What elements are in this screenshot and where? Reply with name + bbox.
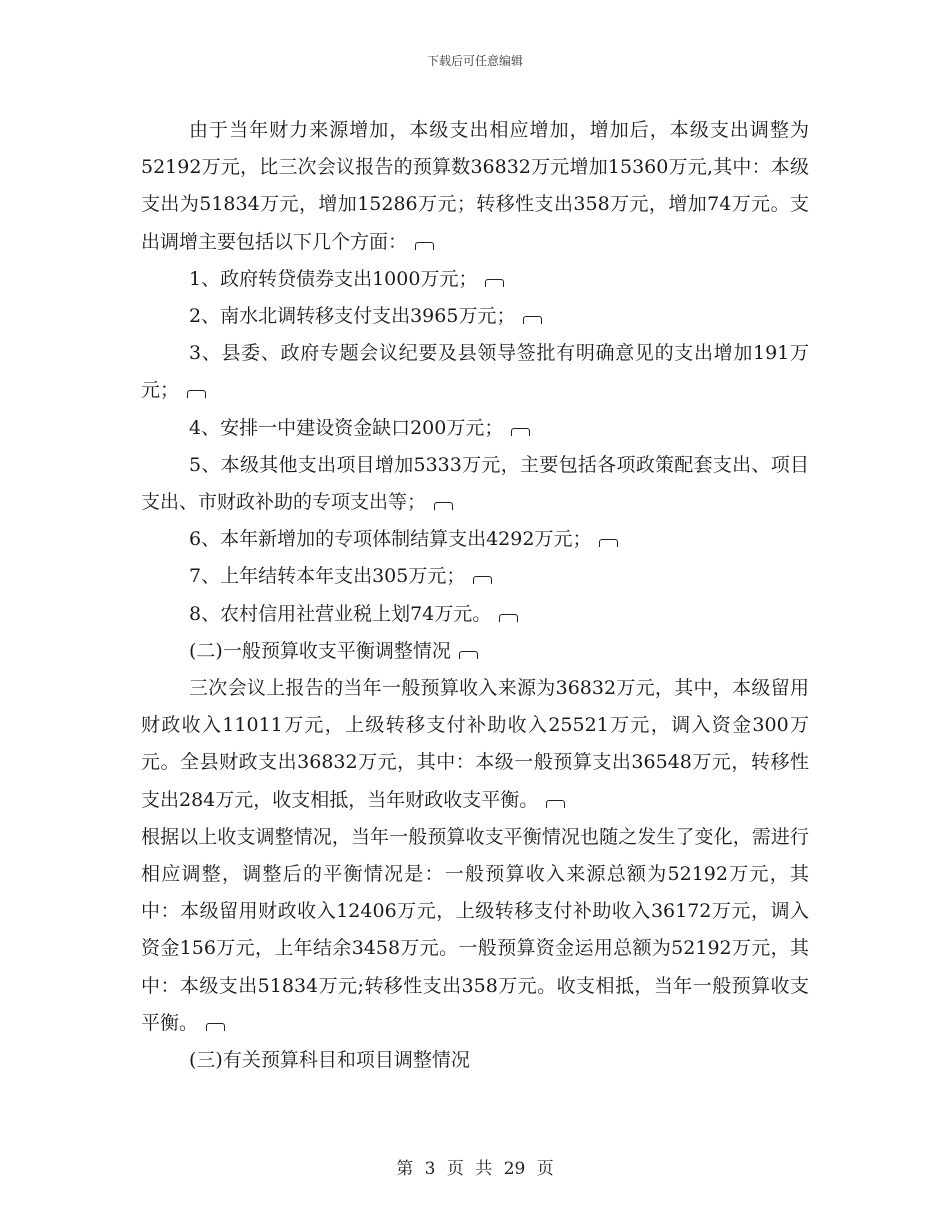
paragraph-mark-icon — [459, 651, 478, 659]
section-heading — [141, 1042, 809, 1079]
list-item — [141, 447, 809, 521]
paragraph-adjusted-balance — [141, 819, 809, 1042]
paragraph-text: 由于当年财力来源增加，本级支出相应增加，增加后，本级支出调整为52192万元，比三次会议报告的预算数36832万元增加15360万元,其中：本级支出为51834万元，增加15286万元；转移性支出358万元，增加74万元。支出调增主要包括以下几个方面： — [141, 119, 809, 253]
page-header: 下载后可任意编辑 — [426, 54, 523, 68]
paragraph-mark-icon — [187, 390, 206, 398]
list-item-text: 8、农村信用社营业税上划74万元。 — [189, 602, 492, 625]
list-item-text: 1、政府转贷债券支出1000万元； — [189, 267, 478, 290]
list-item-text: 2、南水北调转移支付支出3965万元； — [189, 305, 516, 328]
list-item-text: 6、本年新增加的专项体制结算支出4292万元； — [189, 528, 592, 551]
list-item-text: 5、本级其他支出项目增加5333万元，主要包括各项政策配套支出、项目支出、市财政补助的专项支出等； — [141, 453, 809, 514]
paragraph-text: 根据以上收支调整情况，当年一般预算收支平衡情况也随之发生了变化，需进行相应调整，调整后的平衡情况是：一般预算收入来源总额为52192万元，其中：本级留用财政收入12406万元，上级转移支付补助收入36172万元，调入资金156万元，上年结余3458万元。一般预算资金运用总额为52192万元，其中：本级支出51834万元;转移性支出358万元。收支相抵，当年一般预算收支平衡。 — [141, 825, 809, 1034]
paragraph-mark-icon — [599, 539, 618, 547]
paragraph-mark-icon — [434, 502, 453, 510]
list-item — [141, 558, 809, 595]
list-item — [141, 261, 809, 298]
list-item-text: 3、县委、政府专题会议纪要及县领导签批有明确意见的支出增加191万元； — [141, 342, 809, 402]
list-item — [141, 410, 809, 447]
list-item — [141, 596, 809, 633]
list-item — [141, 521, 809, 558]
section-heading-text: (二)一般预算收支平衡调整情况 — [189, 639, 451, 662]
document-body — [141, 112, 809, 1079]
list-item — [141, 335, 809, 409]
paragraph-mark-icon — [511, 428, 530, 436]
paragraph-mark-icon — [546, 800, 565, 808]
paragraph-mark-icon — [206, 1023, 225, 1031]
list-item-text: 7、上年结转本年支出305万元； — [189, 565, 466, 588]
list-item-text: 4、安排一中建设资金缺口200万元； — [189, 416, 504, 439]
paragraph-mark-icon — [485, 279, 504, 287]
paragraph-mark-icon — [415, 242, 434, 250]
section-heading-text: (三)有关预算科目和项目调整情况 — [189, 1049, 470, 1072]
paragraph-mark-icon — [499, 614, 518, 622]
paragraph-text: 三次会议上报告的当年一般预算收入来源为36832万元，其中，本级留用财政收入11011万元，上级转移支付补助收入25521万元，调入资金300万元。全县财政支出36832万元，其中：本级一般预算支出36548万元，转移性支出284万元，收支相抵，当年财政收支平衡。 — [141, 677, 809, 811]
list-item — [141, 298, 809, 335]
paragraph-mark-icon — [473, 576, 492, 584]
paragraph-expenditure-adjustment — [141, 112, 809, 261]
paragraph-original-balance — [141, 670, 809, 819]
section-heading — [141, 633, 809, 670]
page-footer: 第 3 页 共 29 页 — [396, 1159, 554, 1179]
paragraph-mark-icon — [523, 316, 542, 324]
